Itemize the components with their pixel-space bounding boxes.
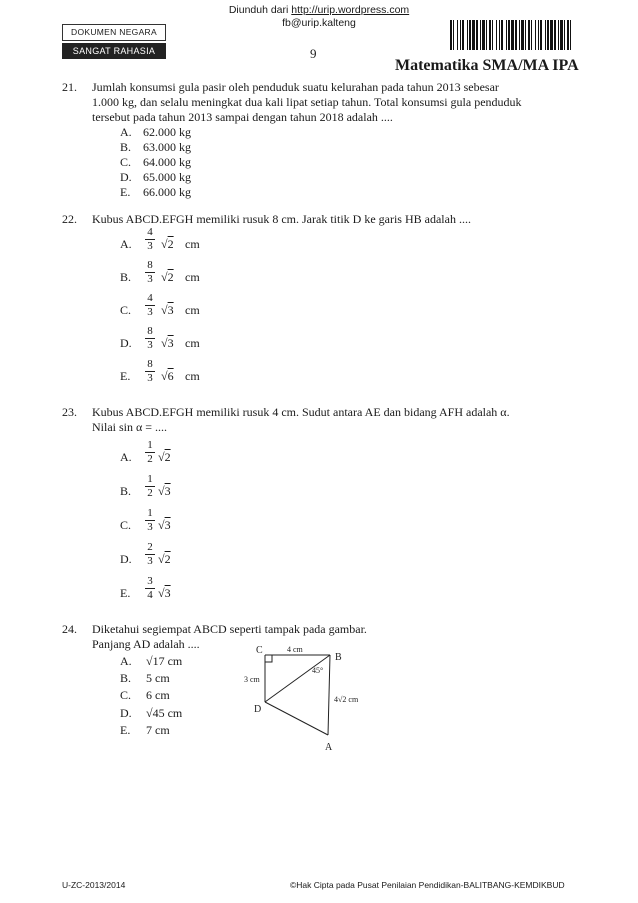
fraction-numerator: 8 [145,326,155,339]
q23-option-a-letter: A. [120,450,132,464]
q22-option-b-fraction [145,260,155,285]
fraction-numerator: 4 [145,293,155,306]
q21-number: 21. [62,80,77,94]
q23-option-d-fraction [145,542,155,567]
source-prefix: Diunduh dari [228,4,292,16]
q22-option-a-letter: A. [120,237,132,251]
q24-option-d: √45 cm [146,706,183,720]
q24-option-e-letter: E. [120,723,131,737]
q23-option-b-fraction [145,474,155,499]
barcode-bar [457,20,458,50]
q24-text-line2: Panjang AD adalah .... [92,637,200,651]
fraction-numerator: 8 [145,359,155,372]
q22-option-e-letter: E. [120,369,131,383]
q24-option-a-letter: A. [120,654,132,668]
barcode-bar [567,20,569,50]
barcode-bar [515,20,517,50]
barcode-bar [476,20,478,50]
q22-number: 22. [62,212,77,226]
fraction-denominator: 2 [147,487,153,499]
q22-option-a-unit: cm [185,237,200,251]
fraction-numerator: 2 [145,542,155,555]
footer-copyright: ©Hak Cipta pada Pusat Penilaian Pendidikan-BALITBANG-KEMDIKBUD [290,880,565,890]
q23-option-e-letter: E. [120,586,131,600]
q24-number: 24. [62,622,77,636]
q22-option-e-fraction [145,359,155,384]
barcode-bar [460,20,461,50]
radicand: 2 [164,552,171,566]
q22-option-d-radical: √3 [161,336,174,350]
fraction-numerator: 3 [145,576,155,589]
q21-option-c-letter: C. [120,155,132,169]
radicand: 3 [164,484,171,498]
q21-text-line2: 1.000 kg, dan selalu meningkat dua kali lipat setiap tahun. Total konsumsi gula penduduk [92,95,522,109]
q23-number: 23. [62,405,77,419]
q21-option-b-letter: B. [120,140,132,154]
q22-option-d-unit: cm [185,336,200,350]
length-cb-label: 4 cm [287,645,303,654]
q23-option-a-radical: √2 [158,450,171,464]
barcode-bar [450,20,452,50]
barcode-bar [570,20,571,50]
barcode-bar [472,20,475,50]
barcode-bar [528,20,530,50]
q23-option-e-radical: √3 [158,586,171,600]
fraction-denominator: 2 [147,453,153,465]
q23-option-b-letter: B. [120,484,132,498]
radicand: 2 [167,237,174,251]
q23-option-c-fraction [145,508,155,533]
q23-option-d-letter: D. [120,552,132,566]
q24-option-b: 5 cm [146,671,170,685]
barcode-bar [499,20,500,50]
fraction-denominator: 3 [147,306,153,318]
source-link[interactable]: http://urip.wordpress.com [291,4,410,16]
q21-text-line1: Jumlah konsumsi gula pasir oleh penduduk suatu kelurahan pada tahun 2013 sebesar [92,80,499,94]
quadrilateral-figure [240,640,380,765]
fraction-numerator: 4 [145,227,155,240]
q21-option-b: 63.000 kg [143,140,191,154]
diagonal-db [265,655,330,702]
barcode [450,20,576,50]
fraction-numerator: 1 [145,440,155,453]
barcode-bar [469,20,471,50]
barcode-bar [558,20,559,50]
edge-da [265,702,328,735]
barcode-bar [489,20,491,50]
footer-code: U-ZC-2013/2014 [62,880,126,890]
q24-option-d-letter: D. [120,706,132,720]
radicand: 3 [167,303,174,317]
q24-option-a: √17 cm [146,654,183,668]
fraction-denominator: 3 [147,273,153,285]
fraction-denominator: 4 [147,589,153,601]
vertex-c-label: C [256,645,263,656]
edge-ba [328,655,330,735]
source-facebook: fb@urip.kalteng [282,17,356,29]
barcode-bar [525,20,526,50]
radicand: 3 [164,518,171,532]
q23-text-line2: Nilai sin α = .... [92,420,168,434]
barcode-bar [511,20,514,50]
barcode-bar [492,20,493,50]
barcode-bar [538,20,539,50]
barcode-bar [521,20,524,50]
q21-option-d: 65.000 kg [143,170,191,184]
q21-text-line3: tersebut pada tahun 2013 sampai dengan tahun 2018 adalah .... [92,110,393,124]
barcode-bar [496,20,497,50]
length-cd-label: 3 cm [244,675,260,684]
q22-option-b-unit: cm [185,270,200,284]
radicand: 6 [167,369,174,383]
doc-label: DOKUMEN NEGARA [62,24,166,41]
q21-option-a: 62.000 kg [143,125,191,139]
q24-text-line1: Diketahui segiempat ABCD seperti tampak pada gambar. [92,622,367,636]
q24-option-c-letter: C. [120,688,132,702]
q21-option-c: 64.000 kg [143,155,191,169]
q22-option-c-unit: cm [185,303,200,317]
barcode-bar [540,20,542,50]
q23-option-c-radical: √3 [158,518,171,532]
barcode-bar [519,20,520,50]
q21-option-e-letter: E. [120,185,131,199]
barcode-bar [560,20,563,50]
barcode-bar [486,20,487,50]
q24-option-c: 6 cm [146,688,170,702]
q22-option-a-radical: √2 [161,237,174,251]
fraction-denominator: 3 [147,372,153,384]
q24-option-e: 7 cm [146,723,170,737]
barcode-bar [501,20,503,50]
radicand: 3 [167,336,174,350]
q21-option-e: 66.000 kg [143,185,191,199]
q23-text-line1: Kubus ABCD.EFGH memiliki rusuk 4 cm. Sudut antara AE dan bidang AFH adalah α. [92,405,510,419]
fraction-numerator: 8 [145,260,155,273]
radicand: 2 [167,270,174,284]
barcode-bar [535,20,536,50]
barcode-bar [545,20,546,50]
q22-option-c-letter: C. [120,303,132,317]
subject-title: Matematika SMA/MA IPA [395,57,579,74]
q22-option-a-fraction [145,227,155,252]
q22-option-c-radical: √3 [161,303,174,317]
q21-option-a-letter: A. [120,125,132,139]
q22-option-b-letter: B. [120,270,132,284]
length-ba-label: 4√2 cm [334,695,359,704]
barcode-bar [506,20,507,50]
q22-option-b-radical: √2 [161,270,174,284]
q23-option-c-letter: C. [120,518,132,532]
vertex-a-label: A [325,742,333,753]
fraction-denominator: 3 [147,339,153,351]
angle-b-label: 45° [312,666,324,675]
barcode-bar [547,20,549,50]
q22-option-d-fraction [145,326,155,351]
vertex-b-label: B [335,652,342,663]
q22-option-c-fraction [145,293,155,318]
barcode-bar [462,20,464,50]
q22-option-e-radical: √6 [161,369,174,383]
q23-option-d-radical: √2 [158,552,171,566]
fraction-denominator: 3 [147,240,153,252]
q22-option-d-letter: D. [120,336,132,350]
q23-option-e-fraction [145,576,155,601]
q22-option-e-unit: cm [185,369,200,383]
fraction-numerator: 1 [145,508,155,521]
fraction-denominator: 3 [147,555,153,567]
radicand: 2 [164,450,171,464]
vertex-d-label: D [254,704,262,715]
barcode-bar [550,20,553,50]
barcode-bar [453,20,454,50]
q24-option-b-letter: B. [120,671,132,685]
secret-label: SANGAT RAHASIA [62,43,166,59]
barcode-bar [531,20,532,50]
fraction-numerator: 1 [145,474,155,487]
q23-option-a-fraction [145,440,155,465]
q23-option-b-radical: √3 [158,484,171,498]
q22-text-line1: Kubus ABCD.EFGH memiliki rusuk 8 cm. Jarak titik D ke garis HB adalah .... [92,212,471,226]
q21-option-d-letter: D. [120,170,132,184]
right-angle-mark [265,655,272,662]
radicand: 3 [164,586,171,600]
barcode-bar [480,20,481,50]
barcode-bar [467,20,468,50]
fraction-denominator: 3 [147,521,153,533]
page-number: 9 [310,46,317,61]
barcode-bar [508,20,510,50]
barcode-bar [482,20,485,50]
barcode-bar [554,20,556,50]
barcode-bar [564,20,565,50]
